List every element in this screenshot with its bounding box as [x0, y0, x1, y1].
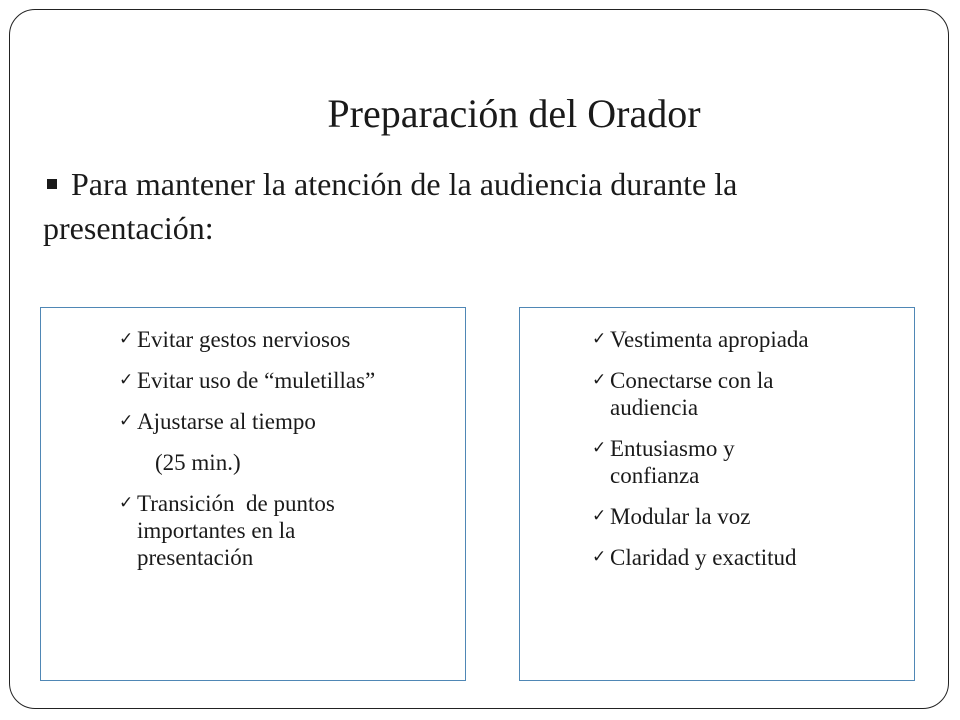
left-content-box: [40, 307, 466, 681]
list-item-continuation: (25 min.): [155, 450, 241, 475]
left-checklist: [119, 326, 449, 585]
list-item-text: Entusiasmo y confianza: [610, 436, 735, 488]
subtitle-text: Para mantener la atención de la audiencia durante la presentación:: [43, 166, 738, 246]
list-item: [119, 326, 449, 353]
right-checklist: [592, 326, 910, 585]
checkmark-icon: ✓: [592, 547, 607, 567]
right-content-box: [519, 307, 915, 681]
checkmark-icon: ✓: [119, 493, 134, 513]
list-item: [592, 326, 910, 353]
list-item: [119, 408, 449, 476]
list-item: [592, 544, 910, 571]
list-item: [119, 367, 397, 394]
list-item-text: Ajustarse al tiempo: [137, 409, 316, 434]
list-item-text: Evitar gestos nerviosos: [137, 327, 351, 352]
list-item-text: Vestimenta apropiada: [610, 327, 809, 352]
list-item-text: Evitar uso de “muletillas”: [137, 368, 376, 393]
slide-subtitle: [43, 162, 863, 250]
checkmark-icon: ✓: [119, 411, 134, 431]
slide: [9, 9, 949, 709]
checkmark-icon: ✓: [119, 329, 134, 349]
slide-title: Preparación del Orador: [327, 91, 701, 136]
list-item: [592, 367, 850, 421]
list-item-text: Modular la voz: [610, 504, 751, 529]
checkmark-icon: ✓: [119, 370, 134, 390]
list-item-text: Conectarse con la audiencia: [610, 368, 774, 420]
checkmark-icon: ✓: [592, 506, 607, 526]
checkmark-icon: ✓: [592, 370, 607, 390]
checkmark-icon: ✓: [592, 438, 607, 458]
checkmark-icon: ✓: [592, 329, 607, 349]
list-item-text: Claridad y exactitud: [610, 545, 797, 570]
square-bullet-icon: [47, 179, 57, 189]
list-item: [592, 435, 810, 489]
list-item-text: Transición de puntos importantes en la presentación: [137, 491, 341, 570]
list-item: [119, 490, 407, 571]
list-item: [592, 503, 910, 530]
